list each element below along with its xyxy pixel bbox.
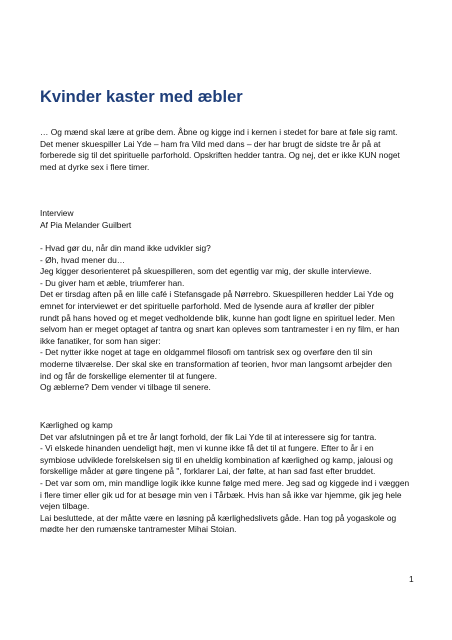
text-line: ind og får de forskellige elementer til at fungere. <box>40 370 217 381</box>
text-line: - Vi elskede hinanden uendeligt højt, men vi kunne ikke få det til at fungere. Efter to år i en <box>40 443 374 454</box>
text-line: forskellige måder at gøre tingene på ", forklarer Lai, der følte, at han sad fast efter bruddet. <box>40 466 376 477</box>
article-title: Kvinder kaster med æbler <box>40 88 243 106</box>
byline <box>40 208 422 231</box>
text-line: i flere timer eller gik ud for at besøge min ven i Tårbæk. Hvis han så ikke var hjemme, gik jeg hele <box>40 489 402 500</box>
text-line: Jeg kigger desorienteret på skuespilleren, som det egentlig var mig, der skulle interviewe. <box>40 266 372 277</box>
page-number: 1 <box>409 574 414 584</box>
text-line: selvom han er meget optaget af tantra og snart kan opleves som tantramester i en ny film, er han <box>40 324 400 335</box>
text-line: - Det var som om, min mandlige logik ikke kunne følge med mere. Jeg sad og kiggede ind i væggen <box>40 477 410 488</box>
intro-paragraph <box>40 127 422 173</box>
text-line: - Hvad gør du, når din mand ikke udvikler sig? <box>40 243 211 253</box>
text-line: rundt på hans hoved og et meget vedholdende blik, kunne han godt ligne en spirituel leder. Men <box>40 312 395 323</box>
text-line: … Og mænd skal lære at gribe dem. Åbne og kigge ind i kernen i stedet for bare at føle sig ramt. <box>40 127 398 137</box>
text-line: Det mener skuespiller Lai Yde – ham fra Vild med dans – der har brugt de sidste tre år på at <box>40 138 381 149</box>
body-section-2 <box>40 420 422 536</box>
text-line: moderne tilværelse. Der skal ske en transformation af teorien, hvor man langsomt arbejder den <box>40 358 392 369</box>
text-line: - Du giver ham et æble, triumferer han. <box>40 277 185 288</box>
text-line: Og æblerne? Dem vender vi tilbage til senere. <box>40 382 211 393</box>
text-line: - Øh, hvad mener du… <box>40 254 126 265</box>
text-line: - Det nytter ikke noget at tage en oldgammel filosofi om tantrisk sex og overføre den til sin <box>40 347 373 358</box>
section-heading: Kærlighed og kamp <box>40 420 113 430</box>
text-line: ikke fanatiker, for som han siger: <box>40 335 161 346</box>
text-line: symbiose udviklede forelskelsen sig til en uheldig kombination af kærlighed og kamp, jalousi og <box>40 454 393 465</box>
text-line: vejen tilbage. <box>40 501 90 512</box>
text-line: Det var afslutningen på et tre år langt forhold, der fik Lai Yde til at interessere sig for tantra. <box>40 431 377 442</box>
text-line: emnet for interviewet er det spirituelle parforhold. Med de lysende aura af krøller der pibler <box>40 300 375 311</box>
byline-author: Af Pia Melander Guilbert <box>40 219 132 230</box>
byline-label: Interview <box>40 208 74 218</box>
text-line: med at dyrke sex i flere timer. <box>40 161 150 172</box>
text-line: mødte her den rumænske tantramester Mihai Stoian. <box>40 524 237 535</box>
body-section-1 <box>40 243 422 394</box>
text-line: Det er tirsdag aften på en lille café i Stefansgade på Nørrebro. Skuespilleren hedder Lai Yde og <box>40 289 394 300</box>
text-line: forberede sig til det spirituelle parforhold. Opskriften hedder tantra. Og nej, det er ikke KUN noget <box>40 150 400 161</box>
text-line: Lai besluttede, at der måtte være en løsning på kærlighedslivets gåde. Han tog på yogaskole og <box>40 512 397 523</box>
